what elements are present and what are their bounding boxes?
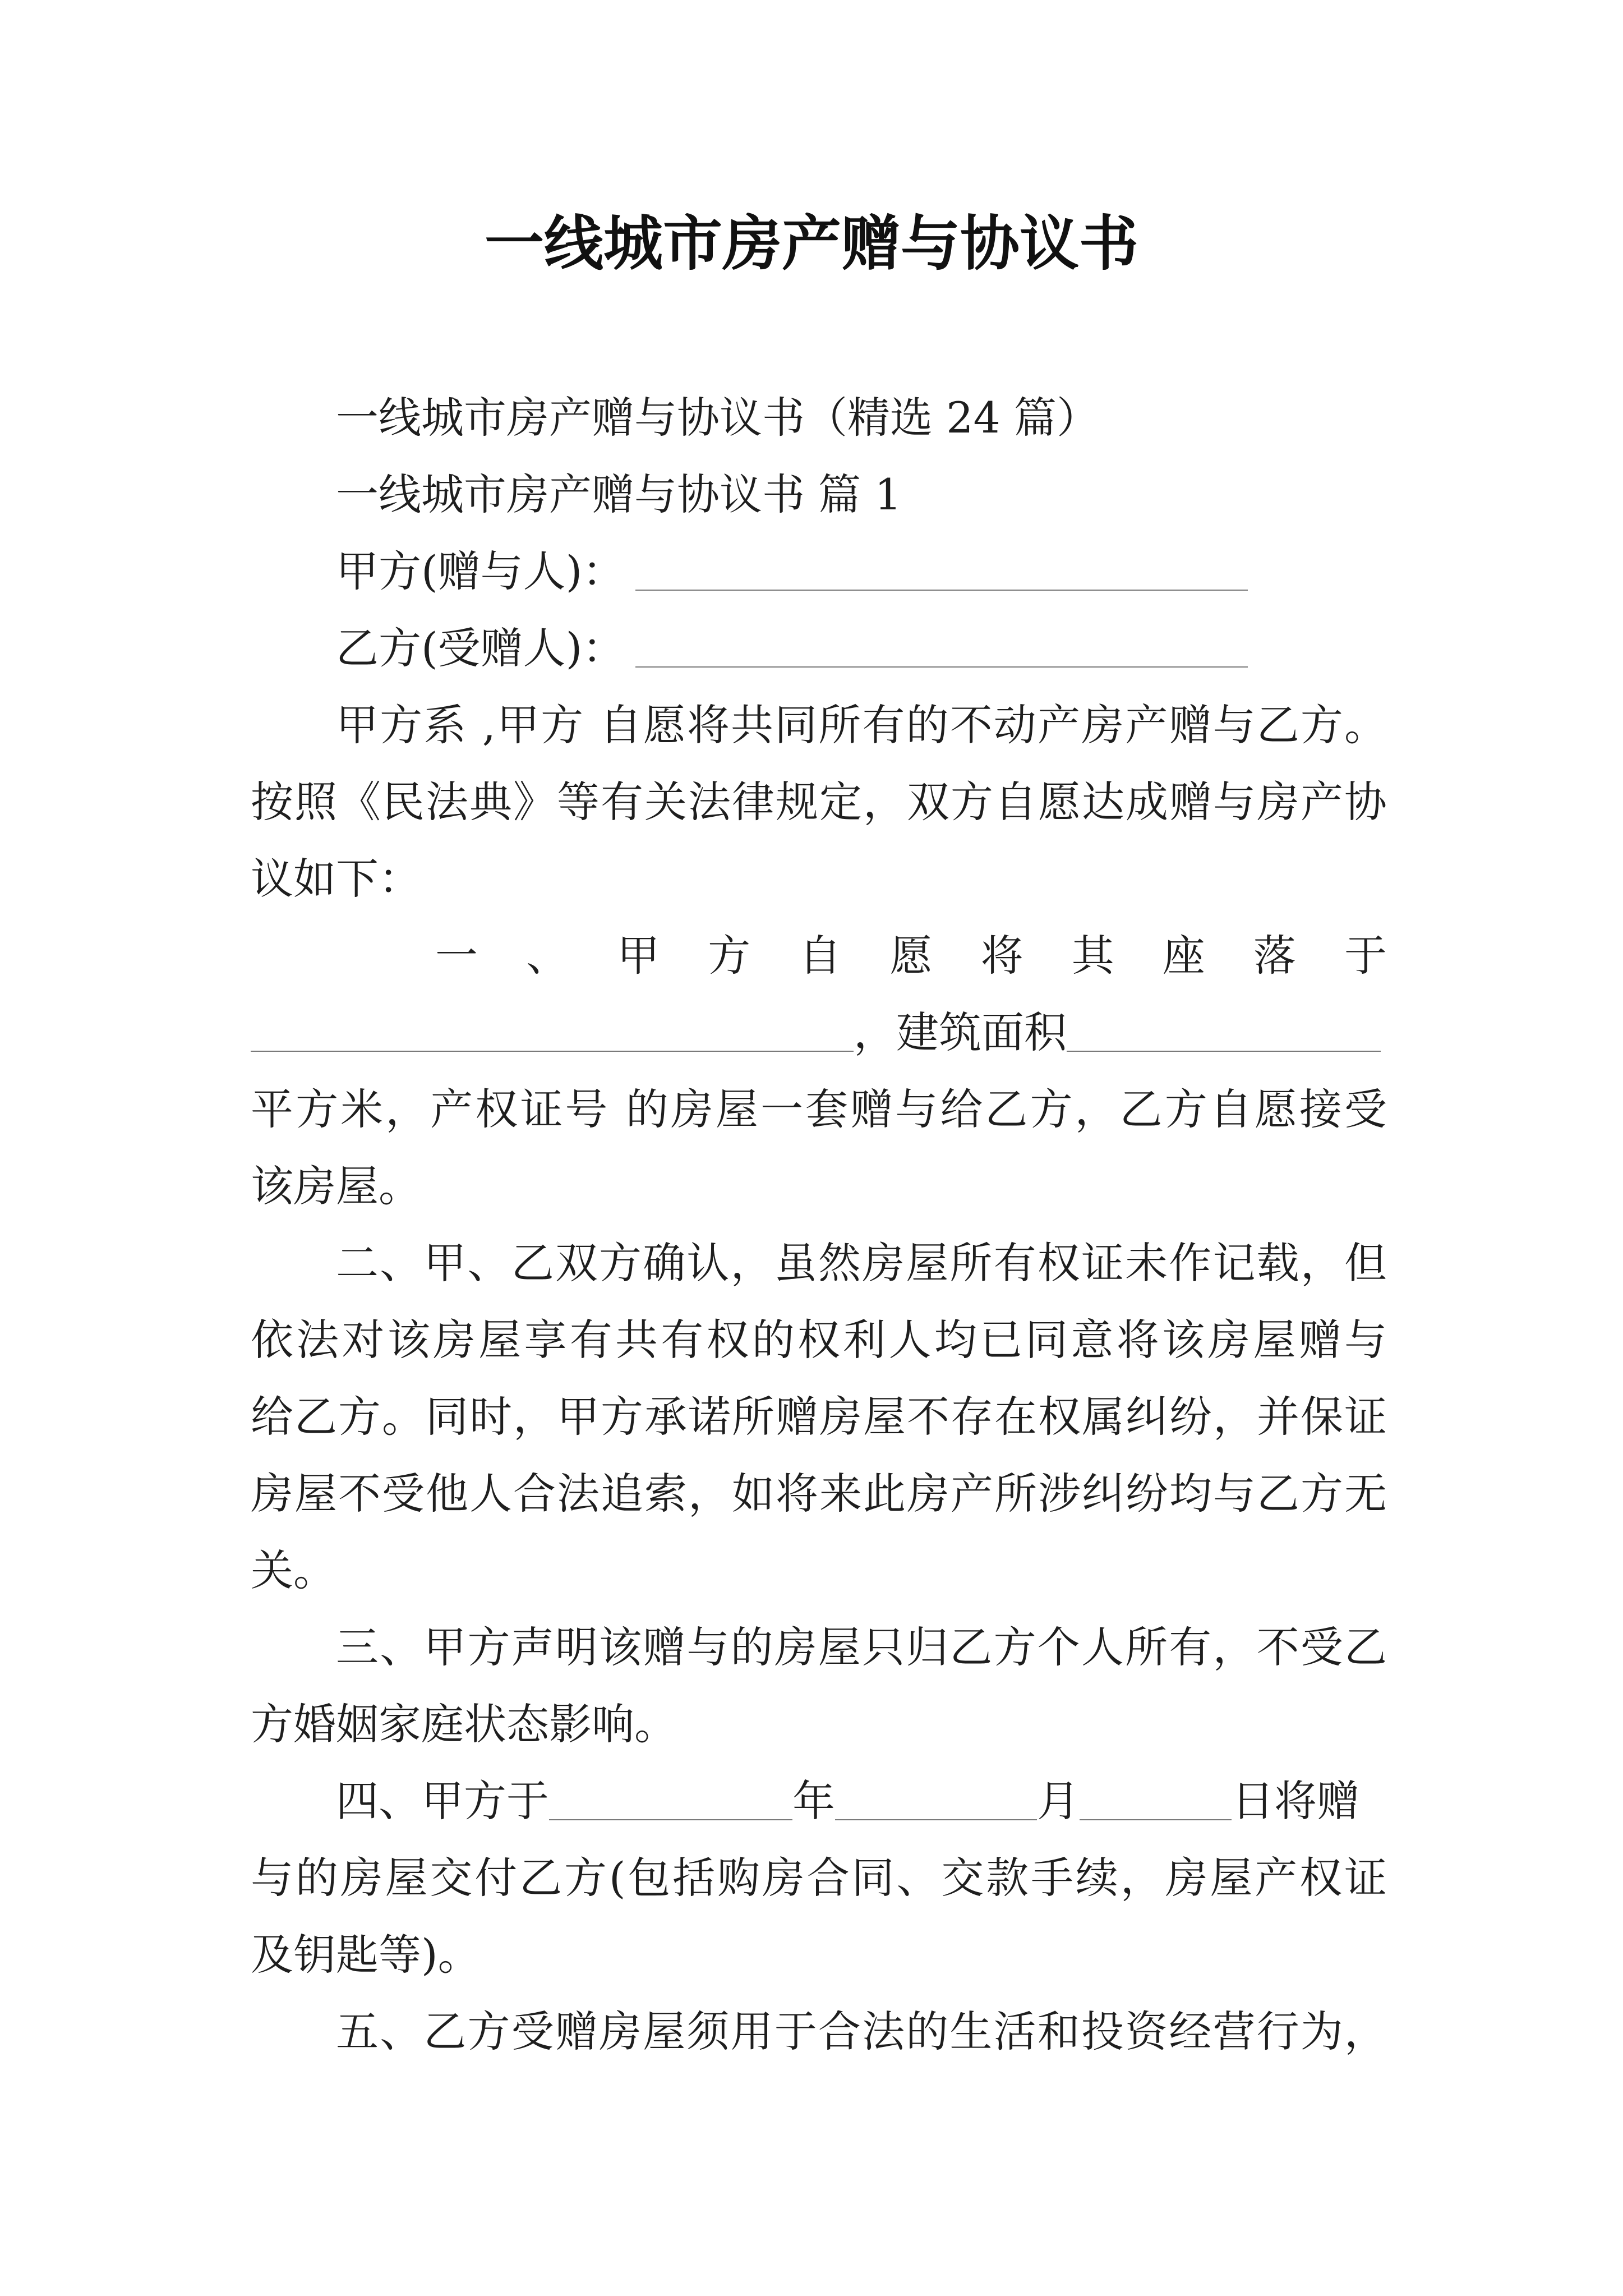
day-blank	[1080, 1819, 1232, 1820]
clause-3-line: 方婚姻家庭状态影响。	[251, 1699, 677, 1749]
month-label: 月	[1037, 1776, 1080, 1826]
document-body	[251, 379, 1387, 2070]
party-b-blank	[635, 666, 1248, 668]
clause-1-line: 一、甲方自愿将其座落于	[435, 931, 1387, 981]
clause-4-date-line	[251, 1763, 1387, 1839]
party-a-label: 甲方(赠与人)：	[336, 546, 625, 596]
clause-4-prefix: 四、甲方于	[336, 1776, 549, 1826]
party-b-line	[251, 610, 1387, 687]
location-blank	[251, 1051, 854, 1052]
year-blank	[549, 1819, 792, 1820]
clause-1-line: 平方米，产权证号 的房屋一套赠与给乙方，乙方自愿接受	[251, 1084, 1387, 1134]
area-label: ，建筑面积	[854, 1007, 1067, 1057]
clause-2-line: 房屋不受他人合法追索，如将来此房产所涉纠纷均与乙方无	[251, 1469, 1387, 1519]
clause-2-line: 关。	[251, 1545, 336, 1595]
clause-1-location-line	[251, 994, 1387, 1071]
clause-1-line: 该房屋。	[251, 1161, 421, 1211]
party-a-line	[251, 533, 1387, 610]
intro-line: 甲方系 ,甲方 自愿将共同所有的不动产房产赠与乙方。	[336, 700, 1387, 750]
clause-2-line: 二、甲、乙双方确认，虽然房屋所有权证未作记载，但	[336, 1238, 1387, 1288]
collection-title: 一线城市房产赠与协议书（精选 24 篇）	[336, 393, 1100, 443]
clause-4-line: 与的房屋交付乙方(包括购房合同、交款手续，房屋产权证	[251, 1853, 1387, 1903]
area-blank	[1067, 1051, 1381, 1052]
intro-line: 议如下：	[251, 854, 421, 904]
intro-line: 按照《民法典》等有关法律规定，双方自愿达成赠与房产协	[251, 777, 1387, 827]
document-title: 一线城市房产赠与协议书	[485, 208, 1138, 278]
month-blank	[835, 1819, 1037, 1820]
day-suffix: 日将赠	[1232, 1776, 1359, 1826]
party-b-label: 乙方(受赠人)：	[336, 623, 625, 673]
clause-5-line: 五、乙方受赠房屋须用于合法的生活和投资经营行为，	[336, 2007, 1387, 2056]
article-heading: 一线城市房产赠与协议书 篇 1	[336, 470, 902, 519]
clause-2-line: 依法对该房屋享有共有权的权利人均已同意将该房屋赠与	[251, 1315, 1387, 1365]
clause-3-line: 三、甲方声明该赠与的房屋只归乙方个人所有，不受乙	[336, 1622, 1387, 1672]
clause-2-line: 给乙方。同时，甲方承诺所赠房屋不存在权属纠纷，并保证	[251, 1392, 1387, 1442]
clause-4-line: 及钥匙等)。	[251, 1930, 481, 1980]
party-a-blank	[635, 590, 1248, 591]
year-label: 年	[792, 1776, 835, 1826]
